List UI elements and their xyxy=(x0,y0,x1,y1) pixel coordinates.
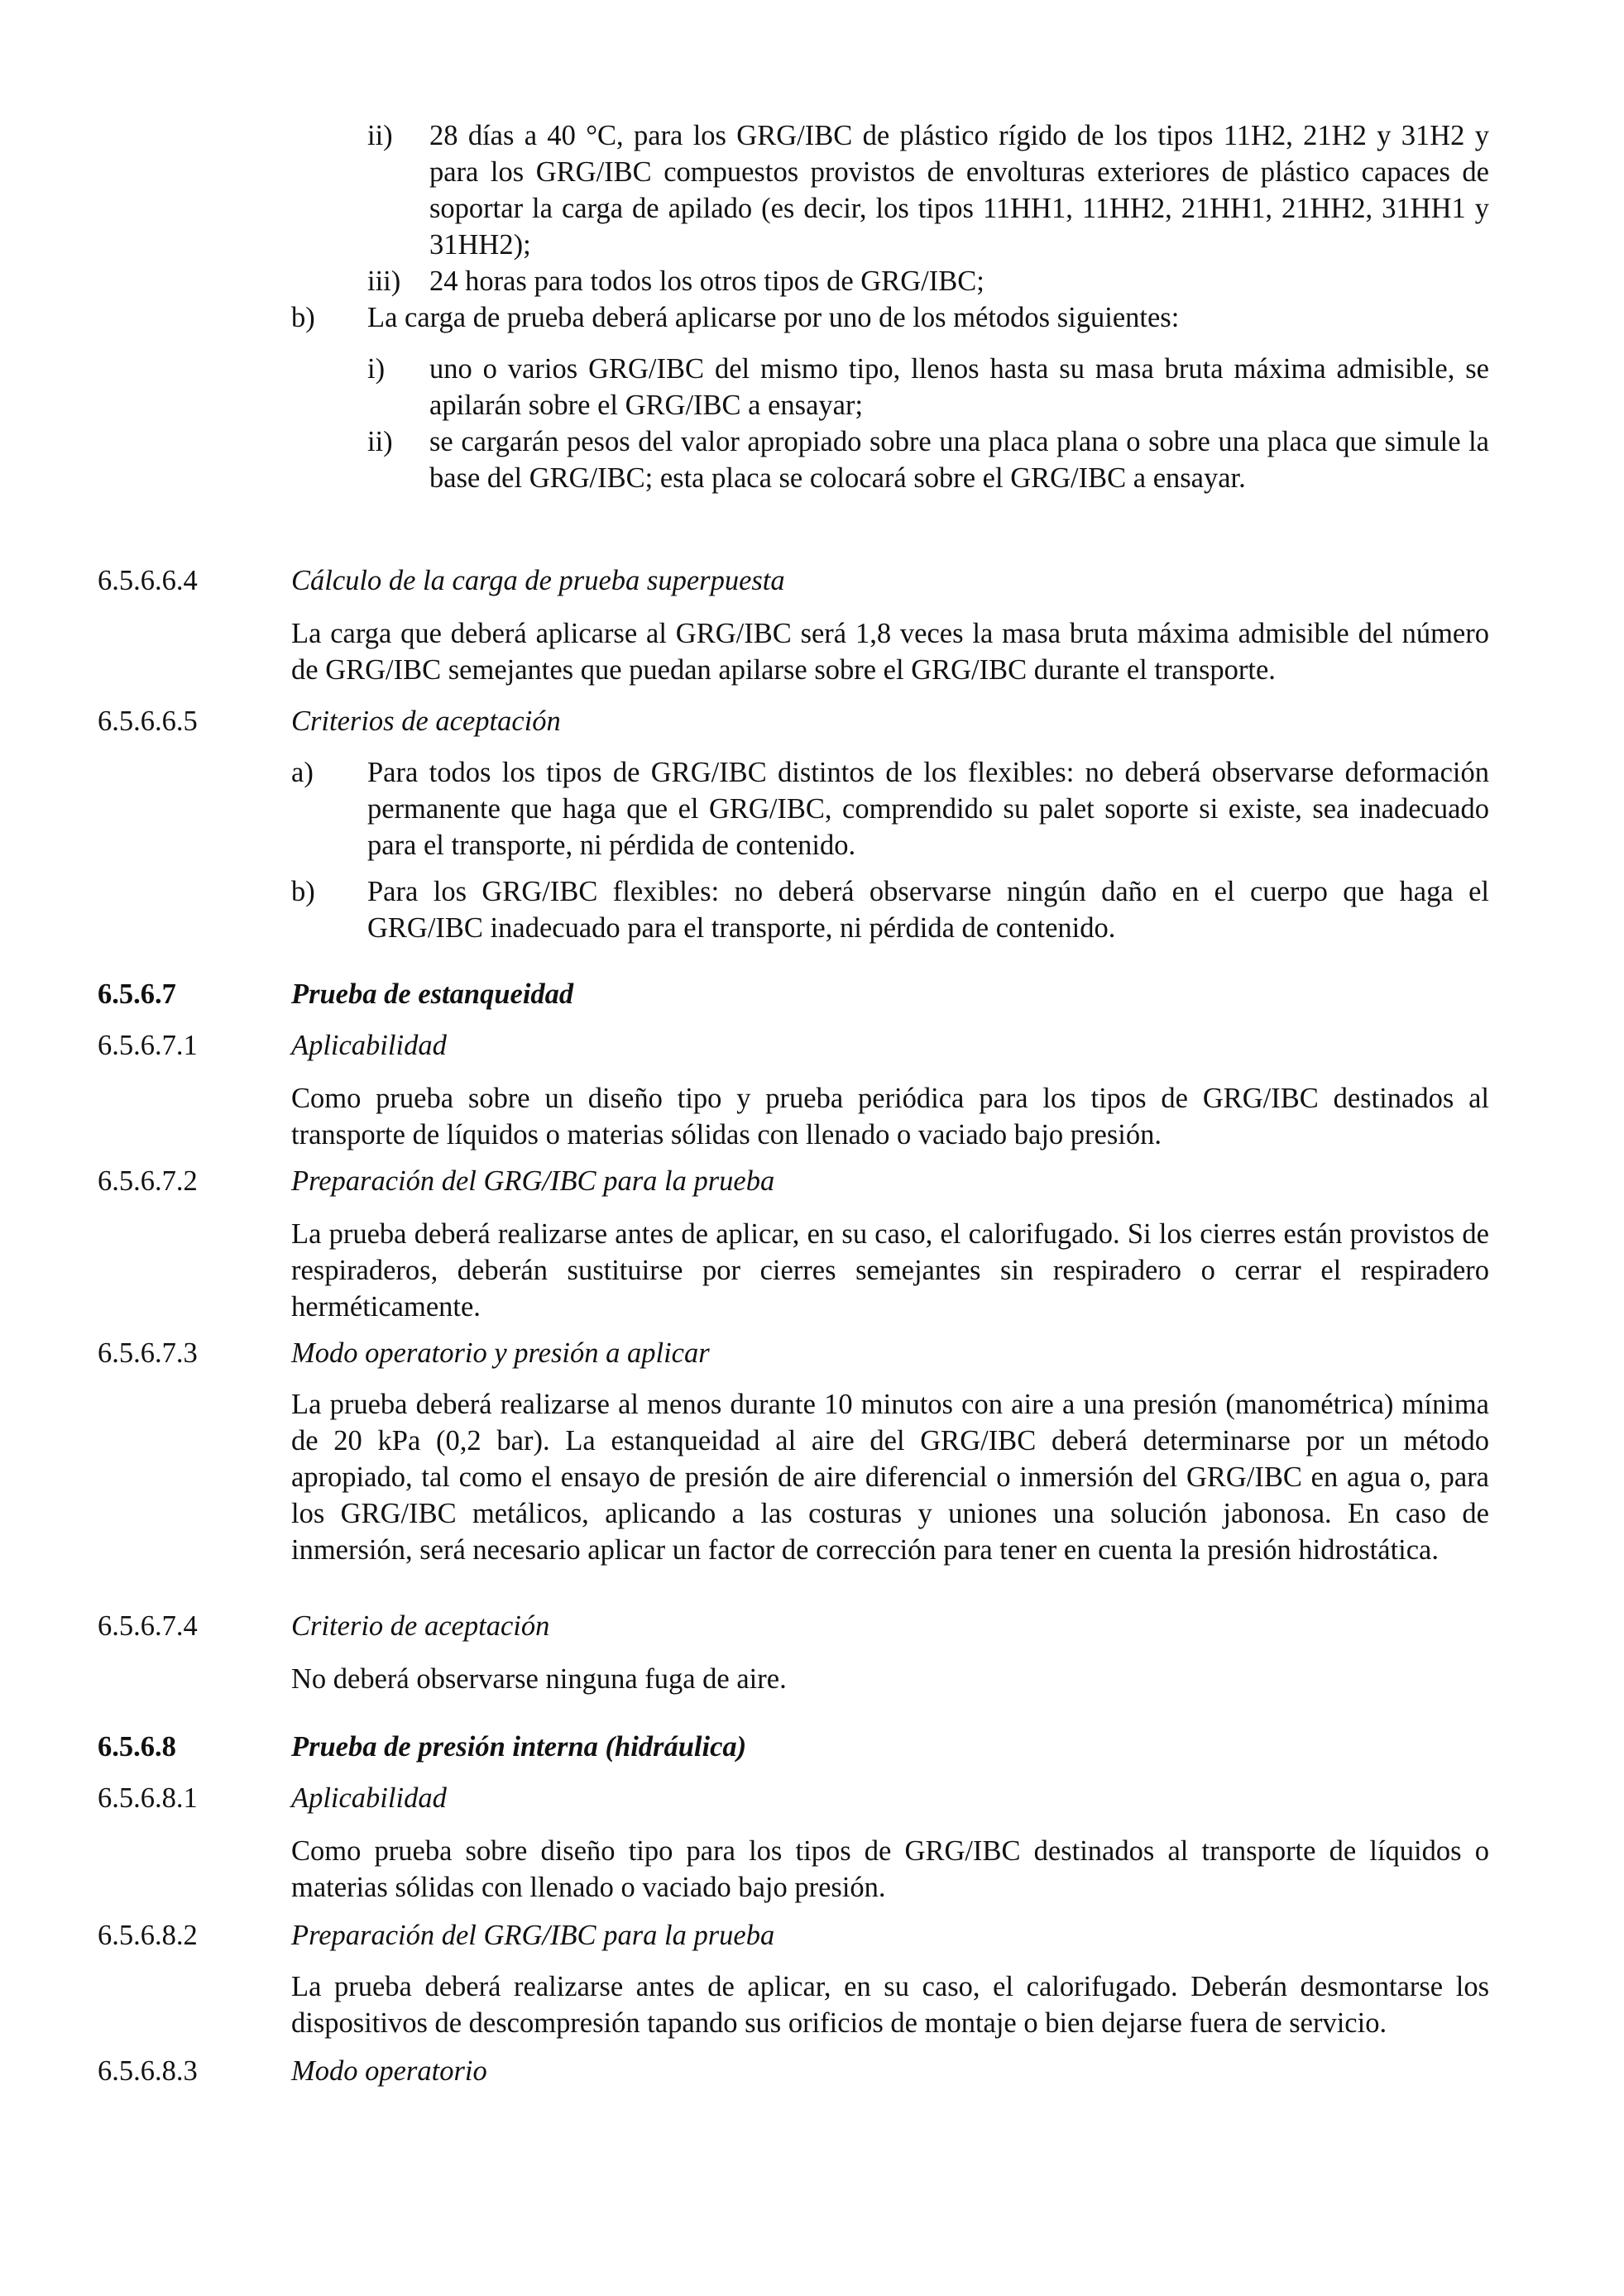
section-title: Preparación del GRG/IBC para la prueba xyxy=(291,1165,775,1197)
section-title: Aplicabilidad xyxy=(291,1030,447,1061)
list-item-b-i-text: uno o varios GRG/IBC del mismo tipo, llenos hasta su masa bruta máxima admisible, se apilarán sobre el GRG/IBC a ensayar; xyxy=(429,353,1489,421)
list-label-b: b) xyxy=(291,876,315,907)
list-item-ii-text: 28 días a 40 °C, para los GRG/IBC de plástico rígido de los tipos 11H2, 21H2 y 31H2 y para los GRG/IBC compuestos provistos de envolturas exteriores de plástico capaces de soportar la carga de apilado (es decir, los tipos 11HH1, 11HH2, 21HH1, 21HH2, 31HH1 y 31HH2); xyxy=(429,120,1489,261)
section-title: Cálculo de la carga de prueba superpuesta xyxy=(291,565,785,596)
section-paragraph: Como prueba sobre un diseño tipo y prueba periódica para los tipos de GRG/IBC destinados al transporte de líquidos o materias sólidas con llenado o vaciado bajo presión. xyxy=(291,1083,1489,1150)
list-item-b-ii-text: se cargarán pesos del valor apropiado sobre una placa plana o sobre una placa que simule la base del GRG/IBC; esta placa se colocará sobre el GRG/IBC a ensayar. xyxy=(429,426,1489,494)
list-label-a: a) xyxy=(291,757,314,788)
section-number: 6.5.6.6.5 xyxy=(98,706,198,737)
section-number: 6.5.6.6.4 xyxy=(98,565,198,596)
list-label-b-ii: ii) xyxy=(367,426,393,457)
section-title: Criterio de aceptación xyxy=(291,1610,550,1642)
section-title: Modo operatorio xyxy=(291,2055,487,2087)
list-label-b: b) xyxy=(291,302,315,333)
section-title: Aplicabilidad xyxy=(291,1782,447,1814)
section-paragraph: La prueba deberá realizarse al menos durante 10 minutos con aire a una presión (manométrica) mínima de 20 kPa (0,2 bar). La estanqueidad al aire del GRG/IBC deberá determinarse por un método apropiado, tal como el ensayo de presión de aire diferencial o inmersión del GRG/IBC en agua o, para los GRG/IBC metálicos, aplicando a las costuras y uniones una solución jabonosa. En caso de inmersión, será necesario aplicar un factor de corrección para tener en cuenta la presión hidrostática. xyxy=(291,1389,1489,1566)
list-item-b-text: La carga de prueba deberá aplicarse por uno de los métodos siguientes: xyxy=(367,302,1180,333)
list-label-iii: iii) xyxy=(367,265,401,297)
list-item-b-text: Para los GRG/IBC flexibles: no deberá observarse ningún daño en el cuerpo que haga el GRG/IBC inadecuado para el transporte, ni pérdida de contenido. xyxy=(367,876,1489,944)
section-paragraph: La carga que deberá aplicarse al GRG/IBC será 1,8 veces la masa bruta máxima admisible del número de GRG/IBC semejantes que puedan apilarse sobre el GRG/IBC durante el transporte. xyxy=(291,618,1489,686)
section-title: Preparación del GRG/IBC para la prueba xyxy=(291,1920,775,1951)
list-label-b-i: i) xyxy=(367,353,386,385)
section-title: Criterios de aceptación xyxy=(291,706,561,737)
list-item-a-text: Para todos los tipos de GRG/IBC distintos de los flexibles: no deberá observarse deformación permanente que haga que el GRG/IBC, comprendido su palet soporte si existe, sea inadecuado para el transporte, ni pérdida de contenido. xyxy=(367,757,1489,861)
section-number: 6.5.6.8.1 xyxy=(98,1782,198,1814)
section-paragraph: La prueba deberá realizarse antes de aplicar, en su caso, el calorifugado. Si los cierres están provistos de respiraderos, deberán sustituirse por cierres semejantes sin respiradero o cerrar el respiradero herméticamente. xyxy=(291,1218,1489,1323)
section-number: 6.5.6.7.1 xyxy=(98,1030,198,1061)
section-title: Modo operatorio y presión a aplicar xyxy=(291,1337,710,1369)
section-number: 6.5.6.8 xyxy=(98,1731,176,1763)
section-paragraph: No deberá observarse ninguna fuga de aire. xyxy=(291,1663,787,1695)
section-number: 6.5.6.8.2 xyxy=(98,1920,198,1951)
section-heading: Prueba de presión interna (hidráulica) xyxy=(291,1731,747,1763)
section-number: 6.5.6.7.2 xyxy=(98,1165,198,1197)
section-number: 6.5.6.7 xyxy=(98,978,176,1010)
list-item-iii-text: 24 horas para todos los otros tipos de GRG/IBC; xyxy=(429,265,984,297)
section-paragraph: La prueba deberá realizarse antes de aplicar, en su caso, el calorifugado. Deberán desmontarse los dispositivos de descompresión tapando sus orificios de montaje o bien dejarse fuera de servicio. xyxy=(291,1971,1489,2039)
section-paragraph: Como prueba sobre diseño tipo para los tipos de GRG/IBC destinados al transporte de líquidos o materias sólidas con llenado o vaciado bajo presión. xyxy=(291,1835,1489,1903)
section-number: 6.5.6.7.4 xyxy=(98,1610,198,1642)
section-heading: Prueba de estanqueidad xyxy=(291,978,574,1010)
section-number: 6.5.6.7.3 xyxy=(98,1337,198,1369)
section-number: 6.5.6.8.3 xyxy=(98,2055,198,2087)
list-label-ii: ii) xyxy=(367,120,393,151)
